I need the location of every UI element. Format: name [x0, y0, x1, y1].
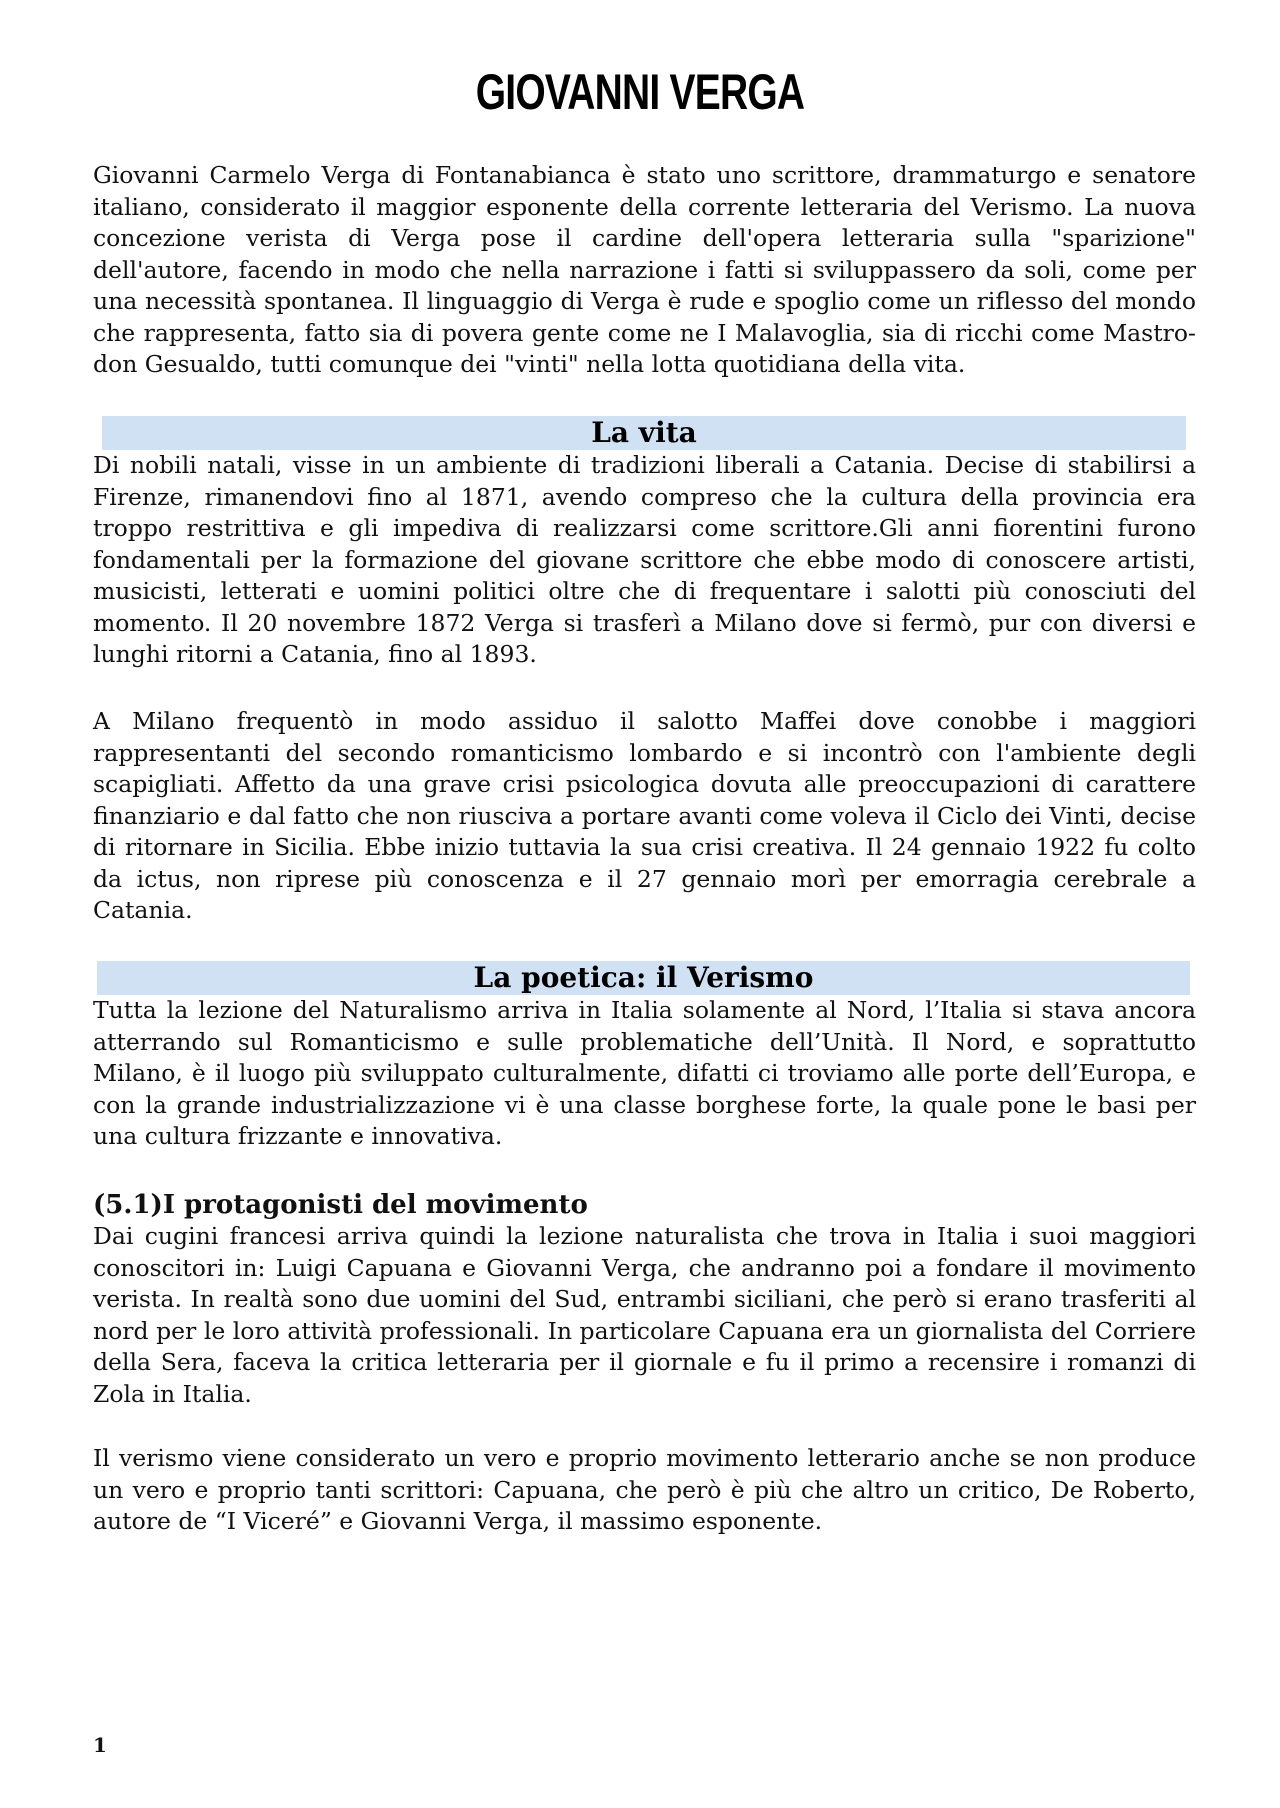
section-heading-poetica: La poetica: il Verismo: [97, 961, 1190, 995]
intro-paragraph: Giovanni Carmelo Verga di Fontanabianca è stato uno scrittore, drammaturgo e senatore italiano, considerato il maggior esponente della corrente letteraria del Verismo. La nuova concezione verista di Verga pose il cardine dell'opera letteraria sulla "sparizione" dell'autore, facendo in modo che nella narrazione i fatti si sviluppassero da soli, come per una necessità spontanea. Il linguaggio di Verga è rude e spoglio come un riflesso del mondo che rappresenta, fatto sia di povera gente come ne I Malavoglia, sia di ricchi come Mastro-don Gesualdo, tutti comunque dei "vinti" nella lotta quotidiana della vita.: [93, 161, 1196, 378]
poetica-paragraph-3: Il verismo viene considerato un vero e proprio movimento letterario anche se non produce un vero e proprio tanti scrittori: Capuana, che però è più che altro un critico, De Roberto, autore de “I Viceré” e Giovanni Verga, il massimo esponente.: [93, 1444, 1196, 1535]
section-heading-vita: La vita: [102, 416, 1186, 450]
page-number: 1: [93, 1733, 107, 1757]
poetica-paragraph-1: Tutta la lezione del Naturalismo arriva in Italia solamente al Nord, l’Italia si stava ancora atterrando sul Romanticismo e sulle problematiche dell’Unità. Il Nord, e soprattutto Milano, è il luogo più sviluppato culturalmente, difatti ci troviamo alle porte dell’Europa, e con la grande industrializzazione vi è una classe borghese forte, la quale pone le basi per una cultura frizzante e innovativa.: [93, 996, 1196, 1150]
vita-paragraph-1: Di nobili natali, visse in un ambiente di tradizioni liberali a Catania. Decise di stabilirsi a Firenze, rimanendovi fino al 1871, avendo compreso che la cultura della provincia era troppo restrittiva e gli impediva di realizzarsi come scrittore.Gli anni fiorentini furono fondamentali per la formazione del giovane scrittore che ebbe modo di conoscere artisti, musicisti, letterati e uomini politici oltre che di frequentare i salotti più conosciuti del momento. Il 20 novembre 1872 Verga si trasferì a Milano dove si fermò, pur con diversi e lunghi ritorni a Catania, fino al 1893.: [93, 451, 1196, 668]
poetica-paragraph-2: Dai cugini francesi arriva quindi la lezione naturalista che trova in Italia i suoi maggiori conoscitori in: Luigi Capuana e Giovanni Verga, che andranno poi a fondare il movimento verista. In realtà sono due uomini del Sud, entrambi siciliani, che però si erano trasferiti al nord per le loro attività professionali. In particolare Capuana era un giornalista del Corriere della Sera, faceva la critica letteraria per il giornale e fu il primo a recensire i romanzi di Zola in Italia.: [93, 1222, 1196, 1408]
document-title: GIOVANNI VERGA: [475, 64, 805, 120]
vita-paragraph-2: A Milano frequentò in modo assiduo il salotto Maffei dove conobbe i maggiori rappresentanti del secondo romanticismo lombardo e si incontrò con l'ambiente degli scapigliati. Affetto da una grave crisi psicologica dovuta alle preoccupazioni di carattere finanziario e dal fatto che non riusciva a portare avanti come voleva il Ciclo dei Vinti, decise di ritornare in Sicilia. Ebbe inizio tuttavia la sua crisi creativa. Il 24 gennaio 1922 fu colto da ictus, non riprese più conoscenza e il 27 gennaio morì per emorragia cerebrale a Catania.: [93, 707, 1196, 924]
subsection-heading-protagonisti: (5.1)I protagonisti del movimento: [93, 1190, 588, 1220]
